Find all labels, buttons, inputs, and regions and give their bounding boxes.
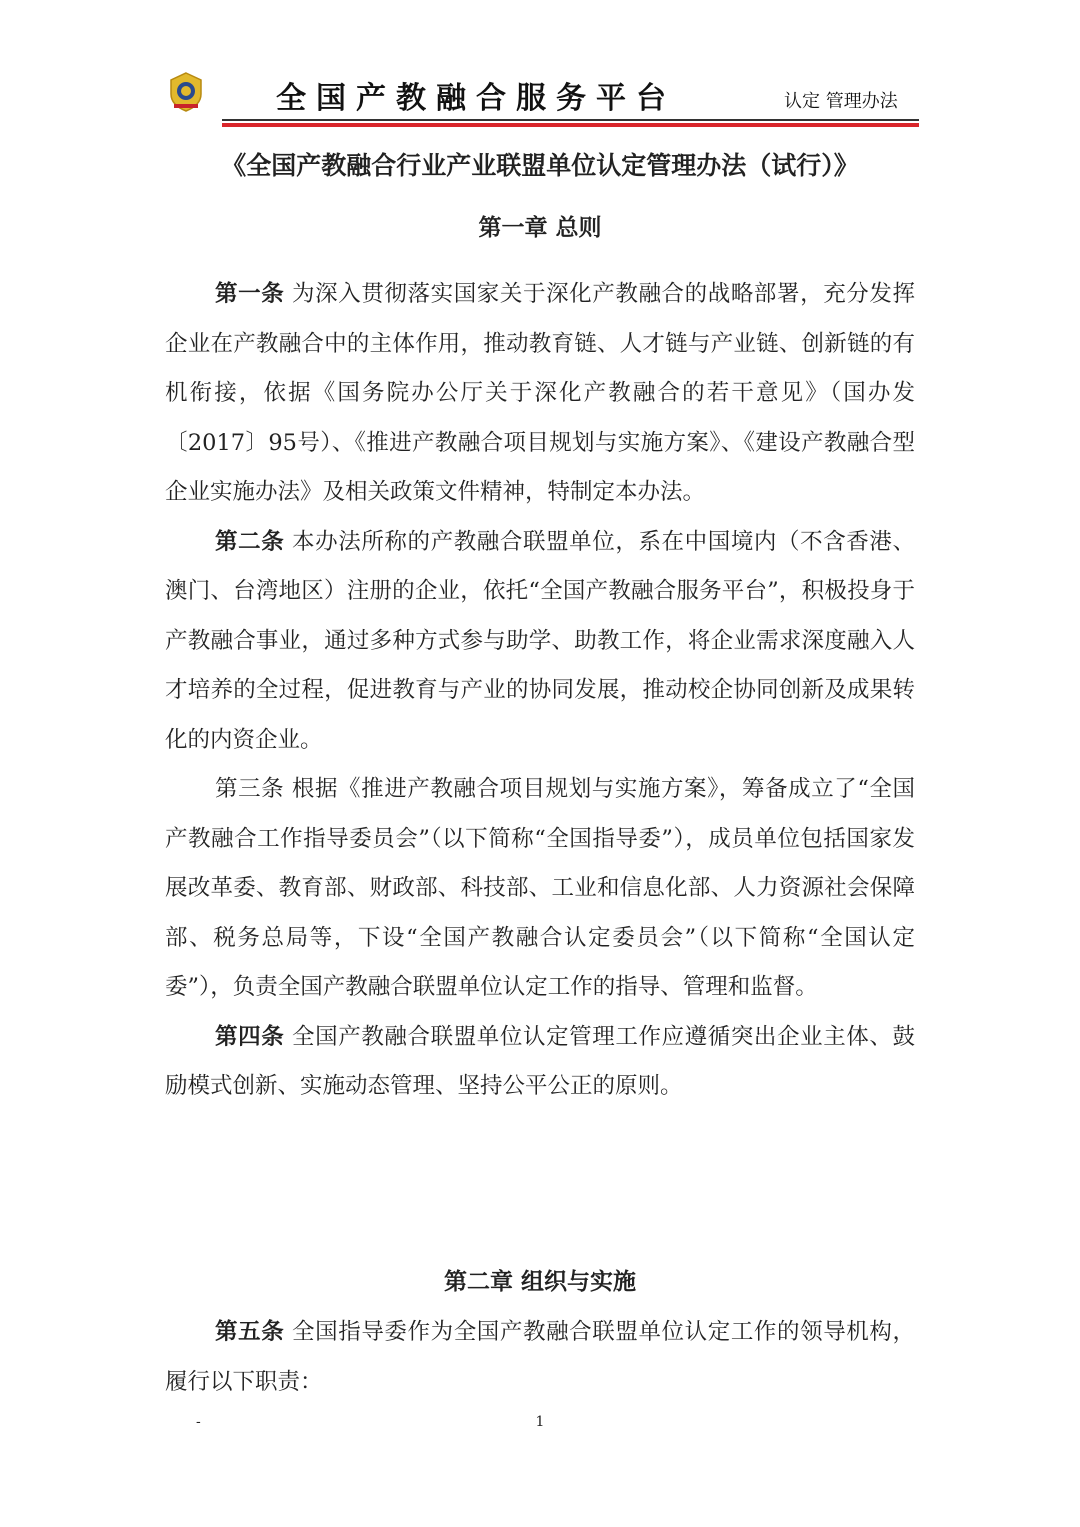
article-1 [165, 270, 915, 518]
article-4 [165, 1013, 915, 1112]
article-label: 第三条 [215, 776, 285, 802]
header-rule-thin [222, 119, 919, 121]
chapter-2-body [165, 1308, 915, 1407]
document-type-label: 认定 管理办法 [784, 91, 898, 112]
article-label: 第一条 [215, 281, 285, 307]
article-text: 全国产教融合联盟单位认定管理工作应遵循突出企业主体、鼓励模式创新、实施动态管理、坚持公平公正的原则。 [165, 1023, 915, 1099]
chapter-2-title: 第二章 组织与实施 [443, 1268, 636, 1295]
article-text: 根据《推进产教融合项目规划与实施方案》，筹备成立了“全国产教融合工作指导委员会”（以下简称“全国指导委”），成员单位包括国家发展改革委、教育部、财政部、科技部、工业和信息化部、人力资源社会保障部、税务总局等，下设“全国产教融合认定委员会”（以下简称“全国认定委”），负责全国产教融合联盟单位认定工作的指导、管理和监督。 [165, 776, 915, 1000]
article-text: 为深入贯彻落实国家关于深化产教融合的战略部署，充分发挥企业在产教融合中的主体作用，推动教育链、人才链与产业链、创新链的有机衔接，依据《国务院办公厅关于深化产教融合的若干意见》（国办发〔2017〕95号）、《推进产教融合项目规划与实施方案》、《建设产教融合型企业实施办法》及相关政策文件精神，特制定本办法。 [165, 281, 915, 505]
chapter-1-body [165, 270, 915, 1112]
article-text: 全国指导委作为全国产教融合联盟单位认定工作的领导机构，履行以下职责： [165, 1319, 915, 1395]
article-label: 第二条 [215, 528, 285, 555]
footer-dash: - [196, 1414, 201, 1430]
article-label: 第五条 [215, 1319, 285, 1345]
article-3 [165, 765, 915, 1013]
page-header [0, 0, 1080, 130]
page-number: 1 [535, 1414, 545, 1430]
platform-name: 全国产教融合服务平台 [276, 81, 676, 116]
article-text: 本办法所称的产教融合联盟单位，系在中国境内（不含香港、澳门、台湾地区）注册的企业，依托“全国产教融合服务平台”，积极投身于产教融合事业，通过多种方式参与助学、助教工作，将企业需求深度融入人才培养的全过程，促进教育与产业的协同发展，推动校企协同创新及成果转化的内资企业。 [165, 528, 915, 753]
chapter-1-title: 第一章 总则 [478, 214, 602, 241]
article-2 [165, 518, 915, 766]
document-title: 《全国产教融合行业产业联盟单位认定管理办法（试行）》 [221, 151, 859, 180]
header-rule-red [222, 123, 919, 127]
emblem-icon [168, 72, 204, 112]
article-5 [165, 1308, 915, 1407]
article-label: 第四条 [215, 1023, 285, 1050]
